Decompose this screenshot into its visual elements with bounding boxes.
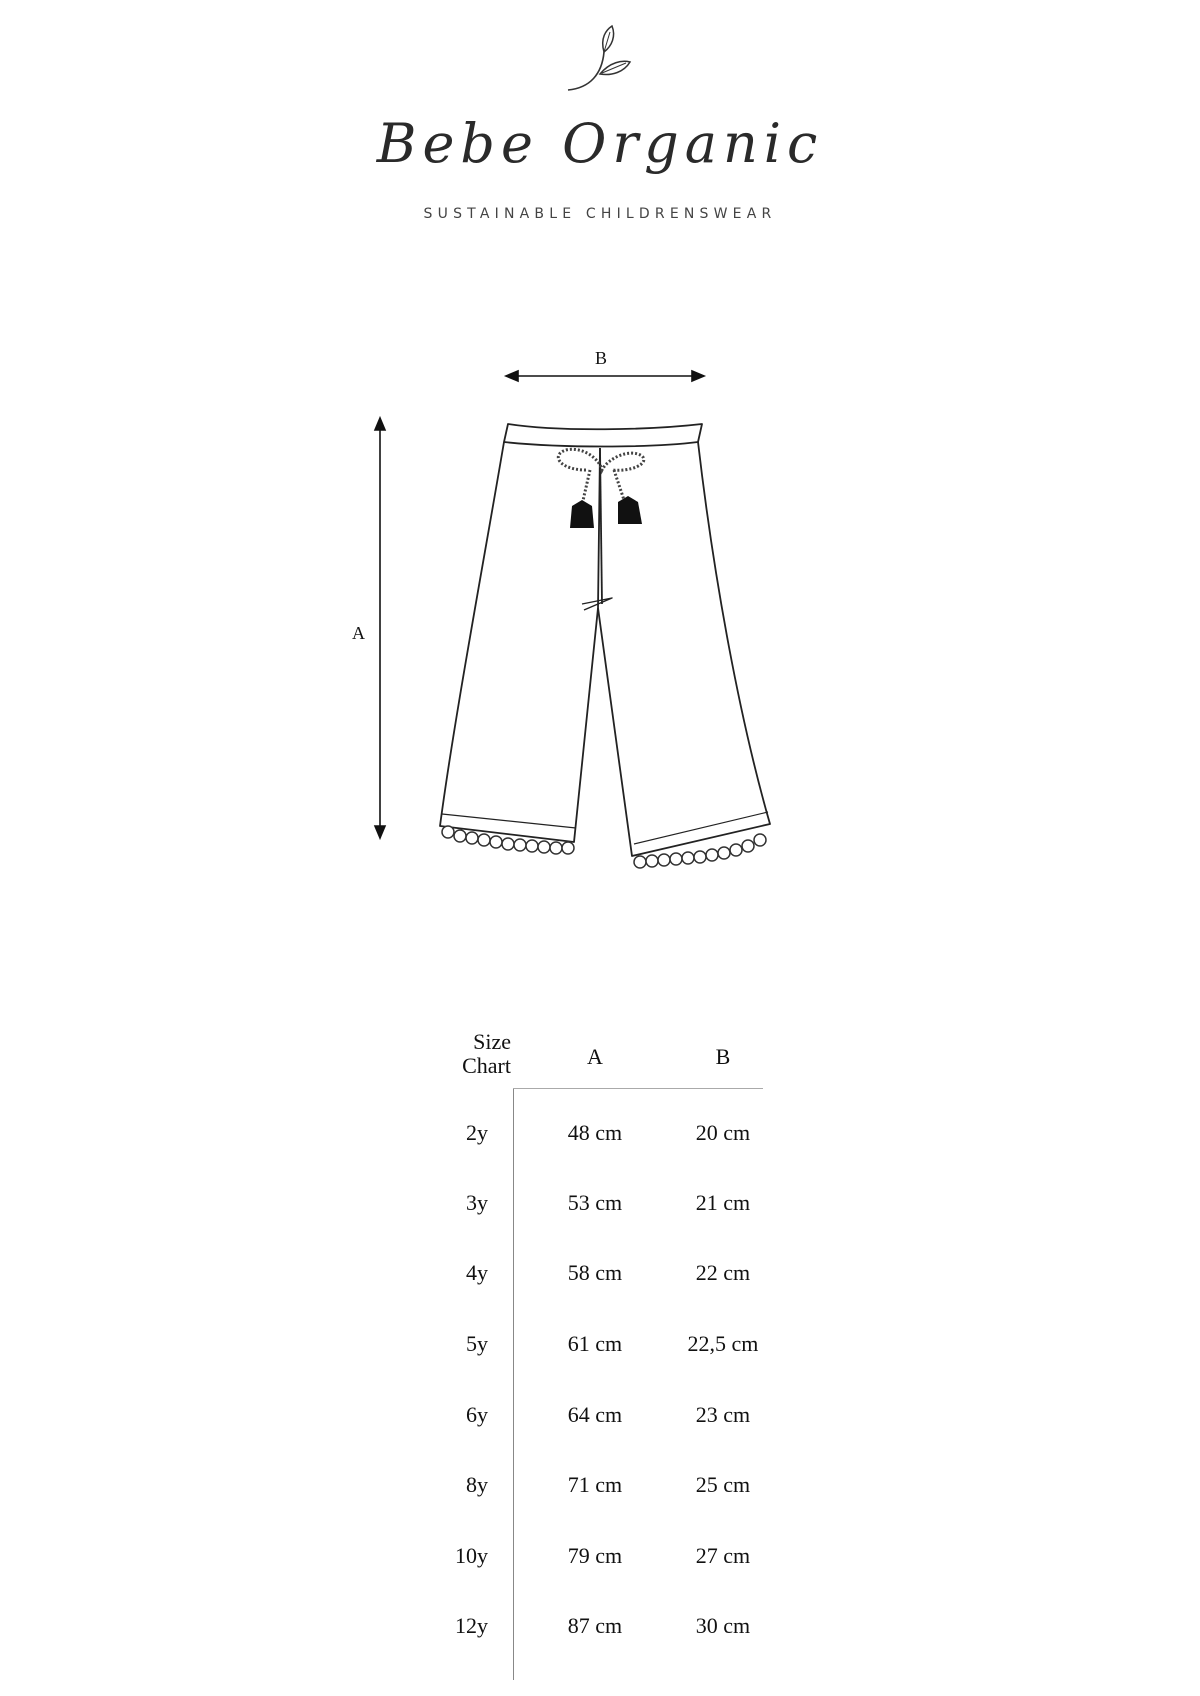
table-divider-vertical: [513, 1088, 514, 1680]
measure-b-cell: 23 cm: [695, 1402, 751, 1427]
table-row: [420, 1120, 780, 1160]
size-cell: 4y: [466, 1260, 488, 1285]
measure-a-cell: 64 cm: [567, 1402, 623, 1427]
table-row: [420, 1260, 780, 1300]
size-cell: 10y: [455, 1543, 488, 1568]
brand-name: Bebe Organic: [376, 112, 824, 175]
measure-a-cell: 79 cm: [567, 1543, 623, 1568]
size-cell: 6y: [466, 1402, 488, 1427]
measure-b-cell: 21 cm: [695, 1190, 751, 1215]
measure-a-cell: 53 cm: [567, 1190, 623, 1215]
table-row: [420, 1190, 780, 1230]
measure-a-cell: 48 cm: [567, 1120, 623, 1145]
tassel-left-icon: [570, 500, 594, 528]
column-header-a: A: [587, 1044, 603, 1069]
measure-b-cell: 27 cm: [695, 1543, 751, 1568]
dimension-a-label: A: [352, 623, 365, 643]
tassel-right-icon: [618, 496, 642, 524]
size-cell: 3y: [466, 1190, 488, 1215]
waistband: [504, 424, 702, 447]
size-cell: 5y: [466, 1331, 488, 1356]
brand-tagline: SUSTAINABLE CHILDRENSWEAR: [423, 206, 777, 222]
measure-b-cell: 25 cm: [695, 1472, 751, 1497]
table-row: [420, 1613, 780, 1653]
table-row: [420, 1331, 780, 1371]
size-cell: 12y: [455, 1613, 488, 1638]
measure-b-cell: 20 cm: [695, 1120, 751, 1145]
left-leg: [440, 442, 600, 842]
size-cell: 2y: [466, 1120, 488, 1145]
table-row: [420, 1543, 780, 1583]
measure-b-cell: 22 cm: [695, 1260, 751, 1285]
measure-a-cell: 71 cm: [567, 1472, 623, 1497]
dimension-a-arrow: [375, 418, 385, 838]
size-cell: 8y: [466, 1472, 488, 1497]
measure-b-cell: 30 cm: [695, 1613, 751, 1638]
size-chart-header: Size Chart: [462, 1029, 511, 1078]
table-row: [420, 1402, 780, 1442]
table-row: [420, 1472, 780, 1512]
dimension-b-label: B: [595, 348, 608, 368]
measure-a-cell: 87 cm: [567, 1613, 623, 1638]
measure-b-cell: 22,5 cm: [687, 1331, 759, 1356]
measure-a-cell: 58 cm: [567, 1260, 623, 1285]
measure-a-cell: 61 cm: [567, 1331, 623, 1356]
column-header-b: B: [715, 1044, 731, 1069]
dimension-b-arrow: [506, 371, 704, 381]
table-divider-horizontal: [513, 1088, 763, 1089]
